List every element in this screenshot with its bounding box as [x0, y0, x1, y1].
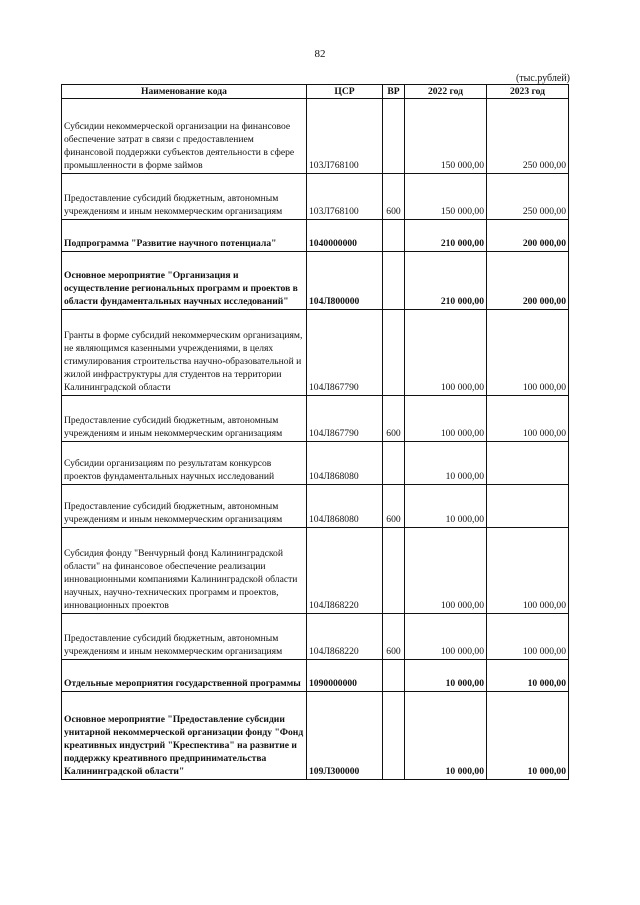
row-name: Отдельные мероприятия государственной программы — [62, 660, 307, 692]
row-2023: 10 000,00 — [487, 660, 569, 692]
row-2022: 10 000,00 — [405, 692, 487, 780]
row-2023: 100 000,00 — [487, 310, 569, 396]
row-2023: 100 000,00 — [487, 614, 569, 660]
row-vr — [383, 220, 405, 252]
row-vr — [383, 692, 405, 780]
row-vr — [383, 99, 405, 174]
row-2022: 100 000,00 — [405, 310, 487, 396]
header-csr: ЦСР — [307, 85, 383, 99]
row-csr: 1090000000 — [307, 660, 383, 692]
row-2023: 100 000,00 — [487, 396, 569, 442]
row-csr: 104Л867790 — [307, 310, 383, 396]
row-csr: 104Л868220 — [307, 614, 383, 660]
table-row — [62, 310, 569, 396]
row-2023: 250 000,00 — [487, 99, 569, 174]
row-vr — [383, 310, 405, 396]
row-2022: 10 000,00 — [405, 485, 487, 528]
row-name: Субсидии организациям по результатам конкурсов проектов фундаментальных научных исследований — [62, 442, 307, 485]
row-2022: 100 000,00 — [405, 528, 487, 614]
row-2022: 210 000,00 — [405, 252, 487, 310]
header-2022: 2022 год — [405, 85, 487, 99]
row-name: Предоставление субсидий бюджетным, автономным учреждениям и иным некоммерческим организациям — [62, 174, 307, 220]
row-2022: 100 000,00 — [405, 614, 487, 660]
row-2023: 250 000,00 — [487, 174, 569, 220]
row-vr: 600 — [383, 614, 405, 660]
row-name: Основное мероприятие "Организация и осуществление региональных программ и проектов в области фундаментальных научных исследований" — [62, 252, 307, 310]
row-name: Предоставление субсидий бюджетным, автономным учреждениям и иным некоммерческим организациям — [62, 485, 307, 528]
table-row — [62, 692, 569, 780]
row-name: Субсидия фонду "Венчурный фонд Калининградской области" на финансовое обеспечение реализации инновационными компаниями Калининградской области научных, научно-технических программ и проектов, инновационных проектов — [62, 528, 307, 614]
row-csr: 104Л868220 — [307, 528, 383, 614]
row-csr: 104Л867790 — [307, 396, 383, 442]
unit-note: (тыс.рублей) — [515, 73, 570, 84]
row-vr — [383, 442, 405, 485]
header-vr: ВР — [383, 85, 405, 99]
row-2023: 200 000,00 — [487, 220, 569, 252]
row-2023 — [487, 485, 569, 528]
row-csr: 104Л868080 — [307, 485, 383, 528]
row-csr: 103Л768100 — [307, 99, 383, 174]
header-name: Наименование кода — [62, 85, 307, 99]
row-vr: 600 — [383, 485, 405, 528]
row-2023: 10 000,00 — [487, 692, 569, 780]
row-vr: 600 — [383, 396, 405, 442]
row-name: Предоставление субсидий бюджетным, автономным учреждениям и иным некоммерческим организациям — [62, 614, 307, 660]
table-row — [62, 220, 569, 252]
table-row — [62, 660, 569, 692]
row-2023: 200 000,00 — [487, 252, 569, 310]
row-csr: 1040000000 — [307, 220, 383, 252]
header-2023: 2023 год — [487, 85, 569, 99]
budget-table — [61, 84, 569, 780]
row-name: Предоставление субсидий бюджетным, автономным учреждениям и иным некоммерческим организациям — [62, 396, 307, 442]
row-2022: 210 000,00 — [405, 220, 487, 252]
row-name: Подпрограмма "Развитие научного потенциала" — [62, 220, 307, 252]
row-name: Основное мероприятие "Предоставление субсидии унитарной некоммерческой организации фонду "Фонд креативных индустрий "Креспектива" на развитие и поддержку креативного предпринимательства Калининградской области" — [62, 692, 307, 780]
row-csr: 103Л768100 — [307, 174, 383, 220]
row-2023 — [487, 442, 569, 485]
row-2022: 10 000,00 — [405, 442, 487, 485]
row-csr: 104Л800000 — [307, 252, 383, 310]
row-2022: 150 000,00 — [405, 174, 487, 220]
table-row — [62, 485, 569, 528]
row-2023: 100 000,00 — [487, 528, 569, 614]
table-row — [62, 99, 569, 174]
row-vr — [383, 660, 405, 692]
table-row — [62, 442, 569, 485]
row-name: Субсидии некоммерческой организации на финансовое обеспечение затрат в связи с предоставлением финансовой поддержки субъектов деятельности в сфере промышленности в форме займов — [62, 99, 307, 174]
table-row — [62, 252, 569, 310]
row-2022: 10 000,00 — [405, 660, 487, 692]
table-row — [62, 396, 569, 442]
row-name: Гранты в форме субсидий некоммерческим организациям, не являющимся казенными учреждениями, в целях стимулирования строительства научно-образовательной и жилой инфраструктуры для студентов на территории Калининградской области — [62, 310, 307, 396]
row-vr — [383, 252, 405, 310]
row-csr: 109Л300000 — [307, 692, 383, 780]
table-row — [62, 614, 569, 660]
row-2022: 100 000,00 — [405, 396, 487, 442]
table-header-row — [62, 85, 569, 99]
row-vr — [383, 528, 405, 614]
page-number: 82 — [314, 48, 326, 60]
table-row — [62, 174, 569, 220]
row-csr: 104Л868080 — [307, 442, 383, 485]
table-row — [62, 528, 569, 614]
row-2022: 150 000,00 — [405, 99, 487, 174]
row-vr: 600 — [383, 174, 405, 220]
